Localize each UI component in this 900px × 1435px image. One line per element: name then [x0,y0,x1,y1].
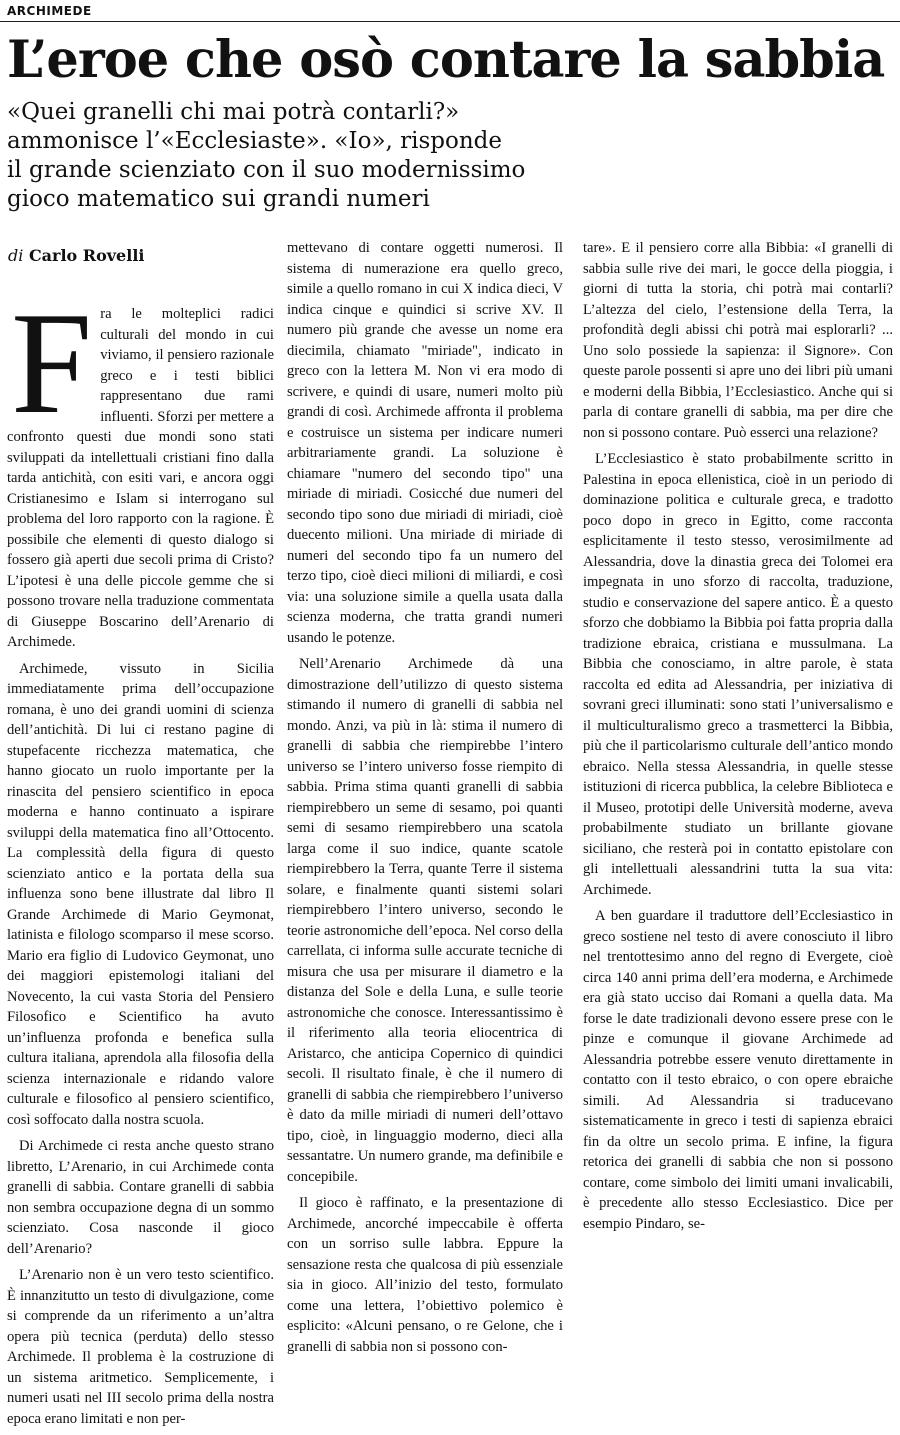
article-paragraph: A ben guardare il traduttore dell’Ecclesiastico in greco sostiene nel testo di avere conosciuto il libro nel trentottesimo anno del regno di Evergete, cioè circa 140 anni prima dell’era moderna, e Archimede era già stato ucciso dai Romani a quella data. Ma forse le date tradizionali devono essere prese con le pinze e comunque il giovane Archimede ad Alessandria potrebbe essere venuto direttamente in contatto con il testo ebraico, o con opere ebraiche simili. Ad Alessandria si traducevano sistematicamente in greco i testi di sapienza ebraici fin da oltre un secolo prima. E infine, la figura retorica dei granelli di sabbia che non si possono contare, come simbolo dei limiti umani invalicabili, è precedente allo stesso Ecclesiastico. Dice per esempio Pindaro, se- [583,908,893,1232]
article-paragraph [7,282,274,653]
subhead-line: ammonisce l’«Ecclesiaste». «Io», risponde [7,128,503,154]
byline [8,246,144,265]
article-column-3 [583,238,893,1240]
article-paragraph: L’Ecclesiastico è stato probabilmente scritto in Palestina in epoca ellenistica, cioè in un periodo di dominazione politica e culturale greca, e tradotto poco dopo in greco in Egitto, come racconta esplicitamente il testo stesso, verosimilmente ad Alessandria, dove la dinastia greca dei Tolomei era impegnata in uno sforzo di raccolta, traduzione, studio e conservazione del sapere antico. È a questo sforzo che dobbiamo la Bibbia poi fatta propria dalla tradizione ebraica, cristiana e mussulmana. La Bibbia che conosciamo, in altre parole, è stata raccolta ed edita ad Alessandria, per iniziativa di sovrani greci illuminati: sono stati l’universalismo e il multiculturalismo greco a trasmetterci la Bibbia, più che il particolarismo culturale dell’antico mondo ebraico. Nella stessa Alessandria, in quelle stesse istituzioni di ricerca pubblica, la celebre Biblioteca e il Museo, prototipi delle Università moderne, aveva probabilmente studiato un brillante giovane siciliano, che resterà poi in contatto epistolare con gli intellettuali alessandrini tutta la sua vita: Archimede. [583,451,893,898]
article-paragraph: Nell’Arenario Archimede dà una dimostrazione dell’utilizzo di questo sistema stimando il numero di granelli di sabbia nel mondo. Anzi, va più in là: stima il numero di granelli di sabbia che riempirebbe l’intero universo se l’intero universo fosse riempito di sabbia. Prima stima quanti granelli di sabbia riempirebbero un seme di sesamo, poi quanti semi di sesamo riempirebbero una scatola larga come il suo indice, quante scatole riempirebbero la Terra, quante Terre il sistema solare, e finalmente quanti sistemi solari riempirebbero l’intero universo, secondo le teorie astronomiche dell’epoca. Nel corso della carrellata, ci informa sulle accurate tecniche di misura che usa per misurare il diametro e la distanza del Sole e della Luna, e sulle teorie astronomiche che conosce. Interessantissimo è il riferimento alla teoria eliocentrica di Aristarco, che anticipa Copernico di quindici secoli. Il risultato finale, è che il numero di granelli di sabbia che riempirebbero l’universo è dato da mille miriadi di numeri dell’ottavo tipo, cioè, in linguaggio moderno, dieci alla sessantatre. Un numero grande, ma definibile e concepibile. [287,656,563,1185]
article-paragraph: Di Archimede ci resta anche questo strano libretto, L’Arenario, in cui Archimede conta granelli di sabbia. Contare granelli di sabbia non sembra occupazione degna di un sommo scienziato. Cosa nasconde il gioco dell’Arenario? [7,1138,274,1257]
subheadline [7,98,887,214]
subhead-line: il grande scienziato con il suo modernissimo [7,157,526,183]
headline: L’eroe che osò contare la sabbia [7,30,885,90]
byline-author: Carlo Rovelli [28,246,145,265]
subhead-line: «Quei granelli chi mai potrà contarli?» [7,99,460,125]
section-label: ARCHIMEDE [7,4,92,18]
header-rule [0,21,900,22]
article-paragraph: Il gioco è raffinato, e la presentazione di Archimede, ancorché impeccabile è offerta con un sorriso sulle labbra. Eppure la sensazione resta che qualcosa di più essenziale sia in gioco. All’inizio del testo, formulato come una lettera, l’obiettivo polemico è esplicito: «Alcuni pensano, o re Gelone, che i granelli di sabbia non si possono con- [287,1195,563,1355]
byline-prefix: di [8,246,24,265]
article-paragraph: tare». E il pensiero corre alla Bibbia: «I granelli di sabbia sulle rive dei mari, le gocce della pioggia, i giorni di tutta la storia, chi potrà mai contarli? L’altezza del cielo, l’estensione della Terra, la profondità degli abissi chi potrà mai esplorarli? ... Uno solo possiede la sapienza: il Signore». Con queste parole possenti si apre uno dei libri più umani e moderni della Bibbia, l’Ecclesiastico. Anche qui si parla di contare granelli di sabbia, ma per dire che non si possono contare. Può esserci una relazione? [583,240,893,441]
article-paragraph: Archimede, vissuto in Sicilia immediatamente prima dell’occupazione romana, è uno dei grandi uomini di scienza dell’antichità. Di lui ci restano pagine di stupefacente ricchezza matematica, che hanno giocato un ruolo importante per la rinascita del pensiero scientifico in epoca moderna e hanno continuato a ispirare sviluppi della matematica fino all’Ottocento. La complessità della figura di questo scienziato antico e la portata della sua influenza sono bene illustrate dal libro Il Grande Archimede di Mario Geymonat, latinista e filologo scomparso il mese scorso. Mario era figlio di Ludovico Geymonat, uno dei maggiori epistemologi italiani del Novecento, la cui vasta Storia del Pensiero Filosofico e Scientifico ha avuto un’influenza profonda e benefica sulla cultura italiana, aprendola alla filosofia della scienza internazionale e ridando valore culturale e filosofico al pensiero scientifico, così soffocato dalla nostra scuola. [7,660,274,1128]
subhead-line: gioco matematico sui grandi numeri [7,186,430,212]
paragraph-text: ra le molteplici radici culturali del mondo in cui viviamo, il pensiero razionale greco e i testi biblici rappresentano due rami influenti. Sforzi per mettere a confronto questi due mondi sono stati sviluppati da intellettuali cristiani fino dalla tarda antichità, con esiti vari, e ancora oggi Cristianesimo e Islam si interrogano sul problema del loro rapporto con la ragione. È possibile che elementi di questo dialogo si fossero già aperti due secoli prima di Cristo? L’ipotesi è una delle piccole gemme che si possono trovare nella traduzione commentata di Giuseppe Boscarino dell’Arenario di Archimede. [7,306,274,650]
article-paragraph: L’Arenario non è un vero testo scientifico. È innanzitutto un testo di divulgazione, come si comprende da un riferimento a un’altra opera più tecnica (perduta) dello stesso Archimede. Il problema è la costruzione di un sistema aritmetico. Semplicemente, i numeri usati nel III secolo prima della nostra epoca erano limitati e non per- [7,1267,274,1427]
article-paragraph: mettevano di contare oggetti numerosi. Il sistema di numerazione era quello greco, simile a quello romano in cui X indica dieci, V indica cinque e quindici si scrive XV. Il numero più grande che avesse un nome era diecimila, chiamato "miriade", indicato in greco con la lettera M. Non vi era modo di scrivere, e quindi di usare, numeri molto più grandi di così. Archimede affronta il problema e costruisce un sistema per indicare numeri arbitrariamente grandi. La soluzione è chiamare "numero del secondo tipo" una miriade di miriadi. Cosicché due numeri del secondo tipo sono due miriadi di miriadi, cioè duecento milioni. Una miriade di miriade di numeri del secondo tipo fa un numero del terzo tipo, cioè dieci milioni di miliardi, e così via: una soluzione simile a quella usata dalla scienza moderna, che tratta grandi numeri usando le potenze. [287,240,563,646]
article-column-1 [7,282,274,1435]
article-column-2 [287,238,563,1363]
drop-cap: F [11,282,93,444]
